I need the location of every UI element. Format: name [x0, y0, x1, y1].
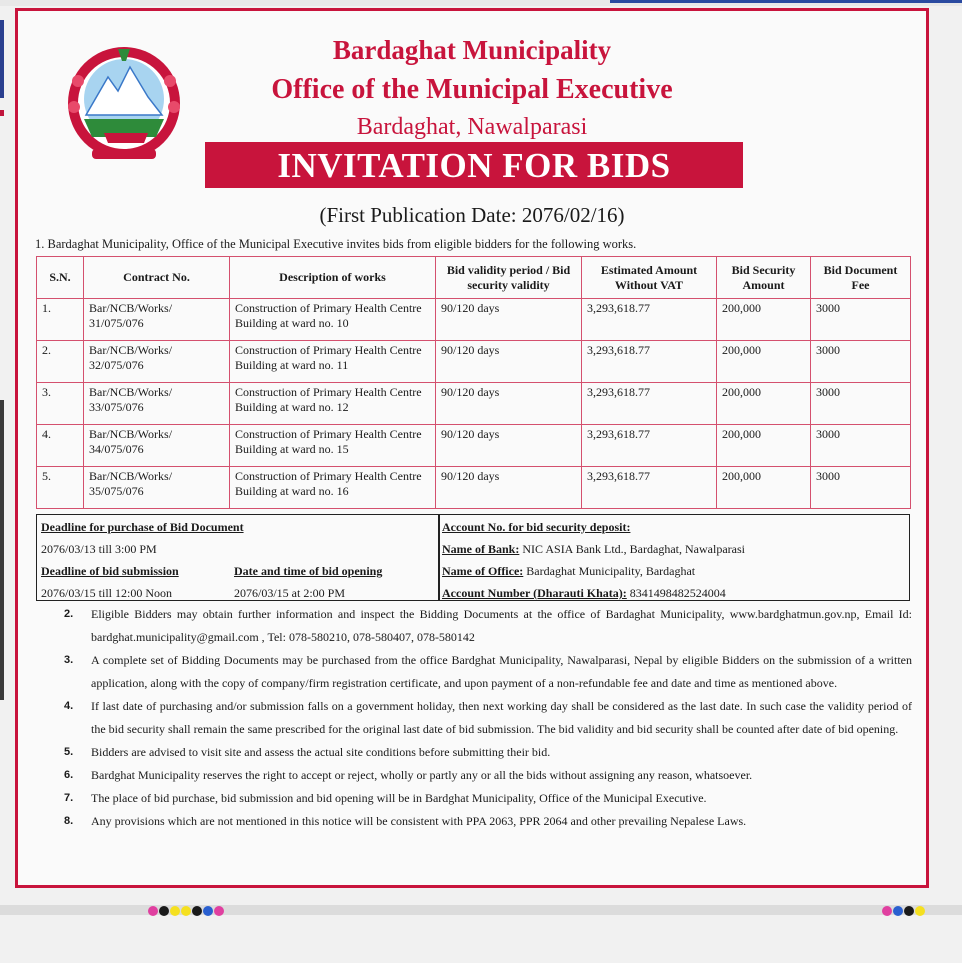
- cell-description: Construction of Primary Health Centre Building at ward no. 11: [230, 341, 436, 383]
- cell-amount: 3,293,618.77: [582, 467, 717, 509]
- table-row: [37, 341, 911, 383]
- table-header-row: [37, 257, 911, 299]
- left-edge-mark: [0, 20, 4, 98]
- table-row: [37, 299, 911, 341]
- cell-description: Construction of Primary Health Centre Building at ward no. 12: [230, 383, 436, 425]
- publication-date: (First Publication Date: 2076/02/16): [319, 203, 625, 227]
- table-row: [37, 383, 911, 425]
- table-row: [37, 467, 911, 509]
- point-text: Bardghat Municipality reserves the right to accept or reject, wholly or partly any or all the bids without assigning any reason, whatsoever.: [91, 768, 753, 782]
- opening-time-label: Date and time of bid opening: [234, 564, 383, 578]
- column-header: Bid Security Amount: [717, 257, 811, 299]
- office-line: [442, 564, 695, 579]
- point-number: 7.: [64, 792, 74, 804]
- location-title: Bardaghat, Nawalparasi: [356, 114, 588, 140]
- cell-security: 200,000: [717, 341, 811, 383]
- blue-dot-icon: [203, 906, 213, 916]
- list-item: [64, 649, 912, 695]
- bids-table: [36, 256, 911, 509]
- opening-time-value: 2076/03/15 at 2:00 PM: [234, 586, 346, 600]
- column-header: S.N.: [37, 257, 84, 299]
- table-row: [37, 425, 911, 467]
- point-text: Bidders are advised to visit site and assess the actual site conditions before submitting their bid.: [91, 745, 551, 759]
- cell-security: 200,000: [717, 425, 811, 467]
- list-item: [64, 810, 912, 833]
- top-strip: [0, 0, 962, 6]
- invitation-banner: INVITATION FOR BIDS: [205, 142, 743, 188]
- cell-sn: 1.: [37, 299, 84, 341]
- point-number: 5.: [64, 746, 74, 758]
- purchase-deadline-label: Deadline for purchase of Bid Document: [41, 520, 244, 534]
- cell-fee: 3000: [811, 467, 911, 509]
- list-item: [64, 695, 912, 741]
- list-item: [64, 764, 912, 787]
- office-title: Office of the Municipal Executive: [271, 74, 673, 105]
- column-header: Description of works: [230, 257, 436, 299]
- cell-description: Construction of Primary Health Centre Building at ward no. 15: [230, 425, 436, 467]
- yellow-dot-icon: [181, 906, 191, 916]
- cell-fee: 3000: [811, 383, 911, 425]
- point-text: If last date of purchasing and/or submission falls on a government holiday, then next working day shall be considered as the last date. In such case the validity period of the bid security shall remain the same prescribed for the original last date of bid submission. The bid validity and bid security shall be counted after date of bid opening.: [91, 699, 912, 736]
- bank-label: Name of Bank:: [442, 542, 520, 556]
- cell-security: 200,000: [717, 467, 811, 509]
- cell-sn: 2.: [37, 341, 84, 383]
- bank-value: NIC ASIA Bank Ltd., Bardaghat, Nawalparasi: [519, 542, 745, 556]
- cell-validity: 90/120 days: [436, 425, 582, 467]
- cell-amount: 3,293,618.77: [582, 383, 717, 425]
- cell-amount: 3,293,618.77: [582, 341, 717, 383]
- list-item: [64, 603, 912, 649]
- cell-fee: 3000: [811, 341, 911, 383]
- cell-contract: Bar/NCB/Works/ 31/075/076: [84, 299, 230, 341]
- black-dot-icon: [904, 906, 914, 916]
- cell-contract: Bar/NCB/Works/ 34/075/076: [84, 425, 230, 467]
- cell-amount: 3,293,618.77: [582, 425, 717, 467]
- point-text: Any provisions which are not mentioned in this notice will be consistent with PPA 2063, PPR 2064 and other prevailing Nepalese Laws.: [91, 814, 747, 828]
- deadline-account-box: [36, 514, 910, 601]
- left-edge-mark: [0, 400, 4, 700]
- account-number-value: 8341498482524004: [626, 586, 726, 600]
- cell-validity: 90/120 days: [436, 341, 582, 383]
- magenta-dot-icon: [148, 906, 158, 916]
- column-header: Bid validity period / Bid security validity: [436, 257, 582, 299]
- cell-contract: Bar/NCB/Works/ 32/075/076: [84, 341, 230, 383]
- column-header: Estimated Amount Without VAT: [582, 257, 717, 299]
- column-header: Contract No.: [84, 257, 230, 299]
- cell-validity: 90/120 days: [436, 383, 582, 425]
- cell-validity: 90/120 days: [436, 299, 582, 341]
- list-item: [64, 787, 912, 810]
- office-value: Bardaghat Municipality, Bardaghat: [523, 564, 696, 578]
- color-dots-left: [148, 906, 225, 916]
- submission-deadline-value: 2076/03/15 till 12:00 Noon: [41, 586, 173, 600]
- cell-fee: 3000: [811, 299, 911, 341]
- submission-deadline-label: Deadline of bid submission: [41, 564, 179, 578]
- point-number: 2.: [64, 608, 74, 620]
- cell-sn: 4.: [37, 425, 84, 467]
- point-text: A complete set of Bidding Documents may be purchased from the office Bardghat Municipality, Nawalparasi, Nepal by eligible Bidders on the submission of a written application, along with the copy of company/firm registration certificate, and upon payment of a non-refundable fee and date and time as mentioned above.: [91, 653, 912, 690]
- point-text: The place of bid purchase, bid submission and bid opening will be in Bardghat Municipality, Office of the Municipal Executive.: [91, 791, 707, 805]
- cell-contract: Bar/NCB/Works/ 33/075/076: [84, 383, 230, 425]
- cell-sn: 5.: [37, 467, 84, 509]
- column-header: Bid Document Fee: [811, 257, 911, 299]
- cell-validity: 90/120 days: [436, 467, 582, 509]
- point-number: 6.: [64, 769, 74, 781]
- account-title: Account No. for bid security deposit:: [442, 520, 631, 534]
- black-dot-icon: [192, 906, 202, 916]
- point-text: Eligible Bidders may obtain further information and inspect the Bidding Documents at the office of Bardaghat Municipality, www.bardghatmun.gov.np, Email Id: bardghat.municipality@gmail.com , Tel: 078-580210, 078-580407, 078-580142: [91, 607, 912, 644]
- cell-security: 200,000: [717, 383, 811, 425]
- cell-contract: Bar/NCB/Works/ 35/075/076: [84, 467, 230, 509]
- account-number-line: [442, 586, 726, 601]
- magenta-dot-icon: [214, 906, 224, 916]
- bank-line: [442, 542, 745, 557]
- list-item: [64, 741, 912, 764]
- cell-amount: 3,293,618.77: [582, 299, 717, 341]
- office-label: Name of Office:: [442, 564, 524, 578]
- yellow-dot-icon: [915, 906, 925, 916]
- cell-description: Construction of Primary Health Centre Building at ward no. 10: [230, 299, 436, 341]
- notice-points: [64, 603, 912, 833]
- box-divider: [438, 515, 440, 600]
- account-number-label: Account Number (Dharauti Khata):: [442, 586, 627, 600]
- blue-dot-icon: [893, 906, 903, 916]
- bottom-band: [0, 905, 962, 915]
- top-blue-bar: [610, 0, 962, 3]
- magenta-dot-icon: [882, 906, 892, 916]
- yellow-dot-icon: [170, 906, 180, 916]
- left-edge-mark: [0, 110, 4, 116]
- black-dot-icon: [159, 906, 169, 916]
- cell-security: 200,000: [717, 299, 811, 341]
- point-number: 4.: [64, 700, 74, 712]
- purchase-deadline-value: 2076/03/13 till 3:00 PM: [41, 542, 157, 556]
- cell-sn: 3.: [37, 383, 84, 425]
- intro-paragraph: 1. Bardaghat Municipality, Office of the Municipal Executive invites bids from eligible bidders for the following works.: [35, 237, 637, 251]
- cell-fee: 3000: [811, 425, 911, 467]
- point-number: 3.: [64, 654, 74, 666]
- cell-description: Construction of Primary Health Centre Building at ward no. 16: [230, 467, 436, 509]
- bid-notice: [15, 8, 929, 888]
- color-dots-right: [882, 906, 926, 916]
- point-number: 8.: [64, 815, 74, 827]
- municipality-title: Bardaghat Municipality: [332, 35, 612, 65]
